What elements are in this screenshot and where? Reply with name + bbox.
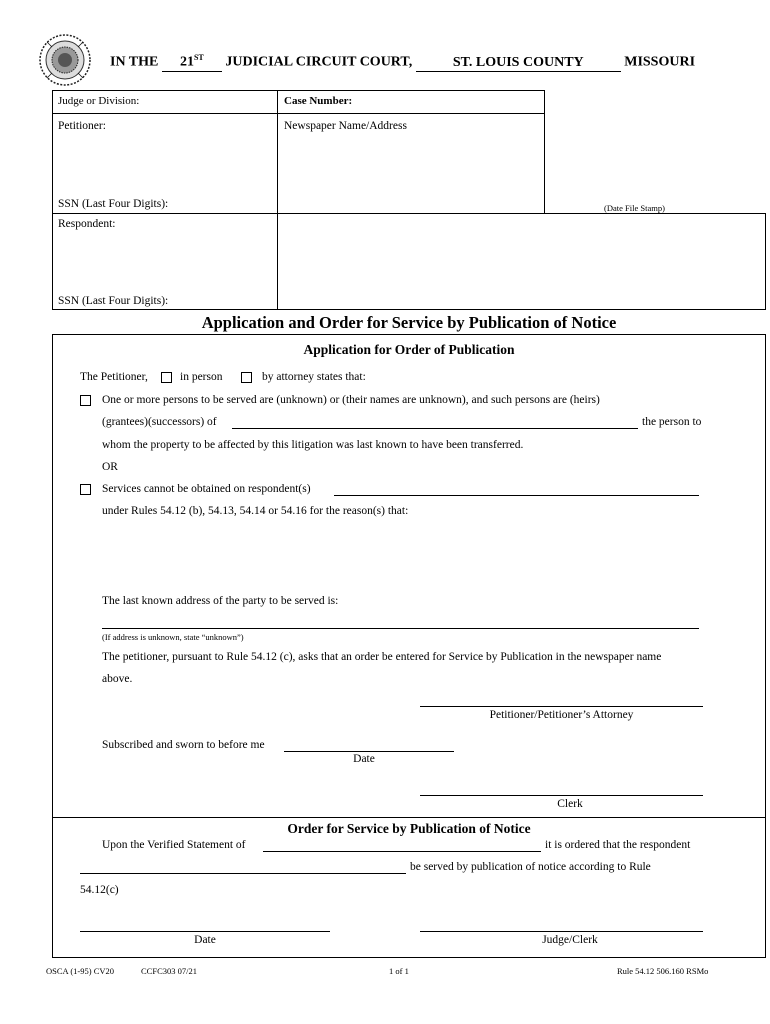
order-line3: 54.12(c) bbox=[80, 884, 119, 896]
clerk-label: Clerk bbox=[557, 798, 583, 810]
order-line1-start: Upon the Verified Statement of bbox=[102, 839, 246, 851]
subscribed-label: Subscribed and sworn to before me bbox=[102, 739, 265, 751]
order-heading: Order for Service by Publication of Notice bbox=[287, 821, 531, 836]
application-heading: Application for Order of Publication bbox=[303, 342, 515, 357]
circuit-number: 21ST bbox=[162, 53, 222, 72]
in-person-checkbox[interactable] bbox=[161, 372, 172, 383]
or-label: OR bbox=[102, 461, 118, 473]
ssn-label-respondent: SSN (Last Four Digits): bbox=[58, 295, 169, 307]
order-respondent-line[interactable] bbox=[80, 873, 406, 874]
order-date-label: Date bbox=[194, 934, 216, 946]
footer-form-code: CCFC303 07/21 bbox=[141, 966, 197, 976]
option-service-not-obtained-checkbox[interactable] bbox=[80, 484, 91, 495]
verified-statement-line[interactable] bbox=[263, 851, 541, 852]
clerk-signature-line[interactable] bbox=[420, 795, 703, 796]
court-seal-icon bbox=[38, 32, 92, 88]
petitioner-signature-label: Petitioner/Petitioner’s Attorney bbox=[489, 709, 634, 721]
pursuant-line1: The petitioner, pursuant to Rule 54.12 (c), asks that an order be entered for Service by Publication in the newspaper name bbox=[102, 651, 662, 663]
court-header bbox=[110, 53, 695, 72]
option2-line2: under Rules 54.12 (b), 54.13, 54.14 or 54.16 for the reason(s) that: bbox=[102, 505, 409, 517]
subscribed-date-line[interactable] bbox=[284, 751, 454, 752]
respondent-name-line[interactable] bbox=[334, 495, 699, 496]
judge-label: Judge or Division: bbox=[58, 95, 140, 107]
option1-line3: whom the property to be affected by this litigation was last known to have been transferred. bbox=[102, 439, 524, 451]
in-person-label: in person bbox=[180, 371, 223, 383]
header-state: MISSOURI bbox=[624, 54, 696, 70]
by-attorney-label: by attorney states that: bbox=[262, 371, 366, 383]
subscribed-date-label: Date bbox=[353, 753, 375, 765]
last-known-address-label: The last known address of the party to be served is: bbox=[102, 595, 339, 607]
respondent-label: Respondent: bbox=[58, 218, 116, 230]
grantor-name-line[interactable] bbox=[232, 428, 638, 429]
if-unknown-note: (If address is unknown, state “unknown”) bbox=[102, 632, 244, 642]
header-court: JUDICIAL CIRCUIT COURT, bbox=[225, 54, 413, 70]
header-county: ST. LOUIS COUNTY bbox=[416, 55, 621, 72]
order-line2-end: be served by publication of notice according to Rule bbox=[410, 861, 651, 873]
option1-line2-end: the person to bbox=[642, 416, 702, 428]
case-number-label: Case Number: bbox=[284, 95, 353, 107]
header-in-the: IN THE bbox=[110, 54, 159, 70]
petitioner-signature-line[interactable] bbox=[420, 706, 703, 707]
option-unknown-persons-checkbox[interactable] bbox=[80, 395, 91, 406]
judge-signature-line[interactable] bbox=[420, 931, 703, 932]
petitioner-label: Petitioner: bbox=[58, 120, 106, 132]
judge-clerk-label: Judge/Clerk bbox=[542, 934, 598, 946]
footer-rule: Rule 54.12 506.160 RSMo bbox=[617, 966, 709, 976]
order-date-line[interactable] bbox=[80, 931, 330, 932]
petitioner-text: The Petitioner, bbox=[80, 371, 148, 383]
footer-page: 1 of 1 bbox=[389, 966, 409, 976]
order-line1-end: it is ordered that the respondent bbox=[545, 839, 691, 851]
option1-line2-start: (grantees)(successors) of bbox=[102, 416, 217, 428]
newspaper-label: Newspaper Name/Address bbox=[284, 120, 407, 132]
ssn-label-petitioner: SSN (Last Four Digits): bbox=[58, 198, 169, 210]
footer-form-id: OSCA (1-95) CV20 bbox=[46, 966, 115, 976]
form-title: Application and Order for Service by Publication of Notice bbox=[201, 313, 617, 332]
pursuant-line2: above. bbox=[102, 673, 133, 685]
by-attorney-checkbox[interactable] bbox=[241, 372, 252, 383]
option1-line1: One or more persons to be served are (unknown) or (their names are unknown), and such persons are (heirs) bbox=[102, 394, 600, 406]
last-known-address-line[interactable] bbox=[102, 628, 699, 629]
date-file-stamp: (Date File Stamp) bbox=[604, 203, 665, 213]
option2-line1: Services cannot be obtained on respondent(s) bbox=[102, 483, 311, 495]
